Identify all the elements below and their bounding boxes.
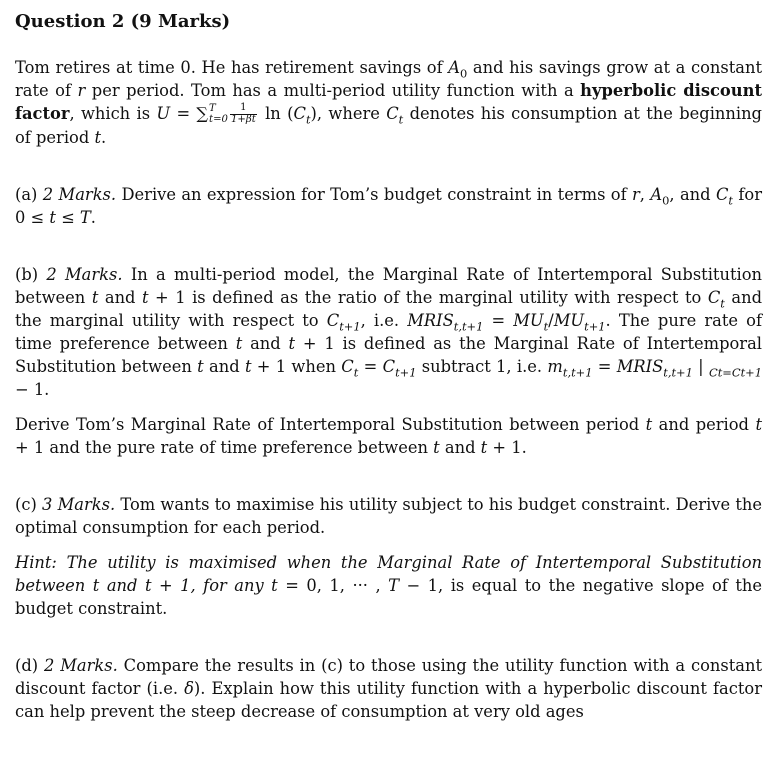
part-d: (d) 2 Marks. Compare the results in (c) to those using the utility function with a constant discount factor (i.e. δ). Explain how this utility function with a hyperbolic discount factor can help prevent the steep decrease of consumption at very old ages	[15, 655, 762, 721]
part-c-hint: Hint: The utility is maximised when the Marginal Rate of Intertemporal Substitution between t and t + 1, for any t = 0, 1, ··· , T − 1, is equal to the negative slope of the budget constraint.	[15, 552, 762, 618]
question-title: Question 2 (9 Marks)	[15, 11, 231, 32]
discount-fraction: $\frac{1}{1+\beta t}$	[230, 102, 256, 125]
part-b: (b) 2 Marks. In a multi-period model, the Marginal Rate of Intertemporal Substitution between t and t + 1 is defined as the ratio of the marginal utility with respect to $C_t$ and the marginal utility with respect to $C_{t+1}$, i.e. $MRIS_{t,t+1} = MU_t/MU_{t+1}$. The pure rate of time preference between t and t + 1 is defined as the Marginal Rate of Intertemporal Substitution between t and t + 1 when $C_t = C_{t+1}$ subtract 1, i.e. $m_{t,t+1}$ = $MRIS_{t,t+1}$ | $_{Ct=Ct+1}$ − 1.	[15, 264, 763, 399]
part-c: (c) 3 Marks. Tom wants to maximise his utility subject to his budget constraint. Derive the optimal consumption for each period.	[15, 494, 762, 537]
part-b-task: Derive Tom’s Marginal Rate of Intertemporal Substitution between period t and period t + 1 and the pure rate of time preference between t and t + 1.	[15, 414, 762, 457]
part-a: (a) 2 Marks. Derive an expression for Tom’s budget constraint in terms of r, $A_0$, and $C_t$ for 0 ≤ t ≤ T.	[15, 184, 762, 227]
hyperbolic-term: hyperbolic discount factor	[15, 81, 762, 123]
question-intro: Tom retires at time 0. He has retirement savings of $A_0$ and his savings grow at a constant rate of r per period. Tom has a multi-period utility function with a hyperbolic discount factor, which is U = ∑ T t=0 $\frac{1}{1+\beta t}$ $\ln (C_t)$, where $C_t$ denotes his consumption at the beginning of period t.	[15, 58, 763, 147]
